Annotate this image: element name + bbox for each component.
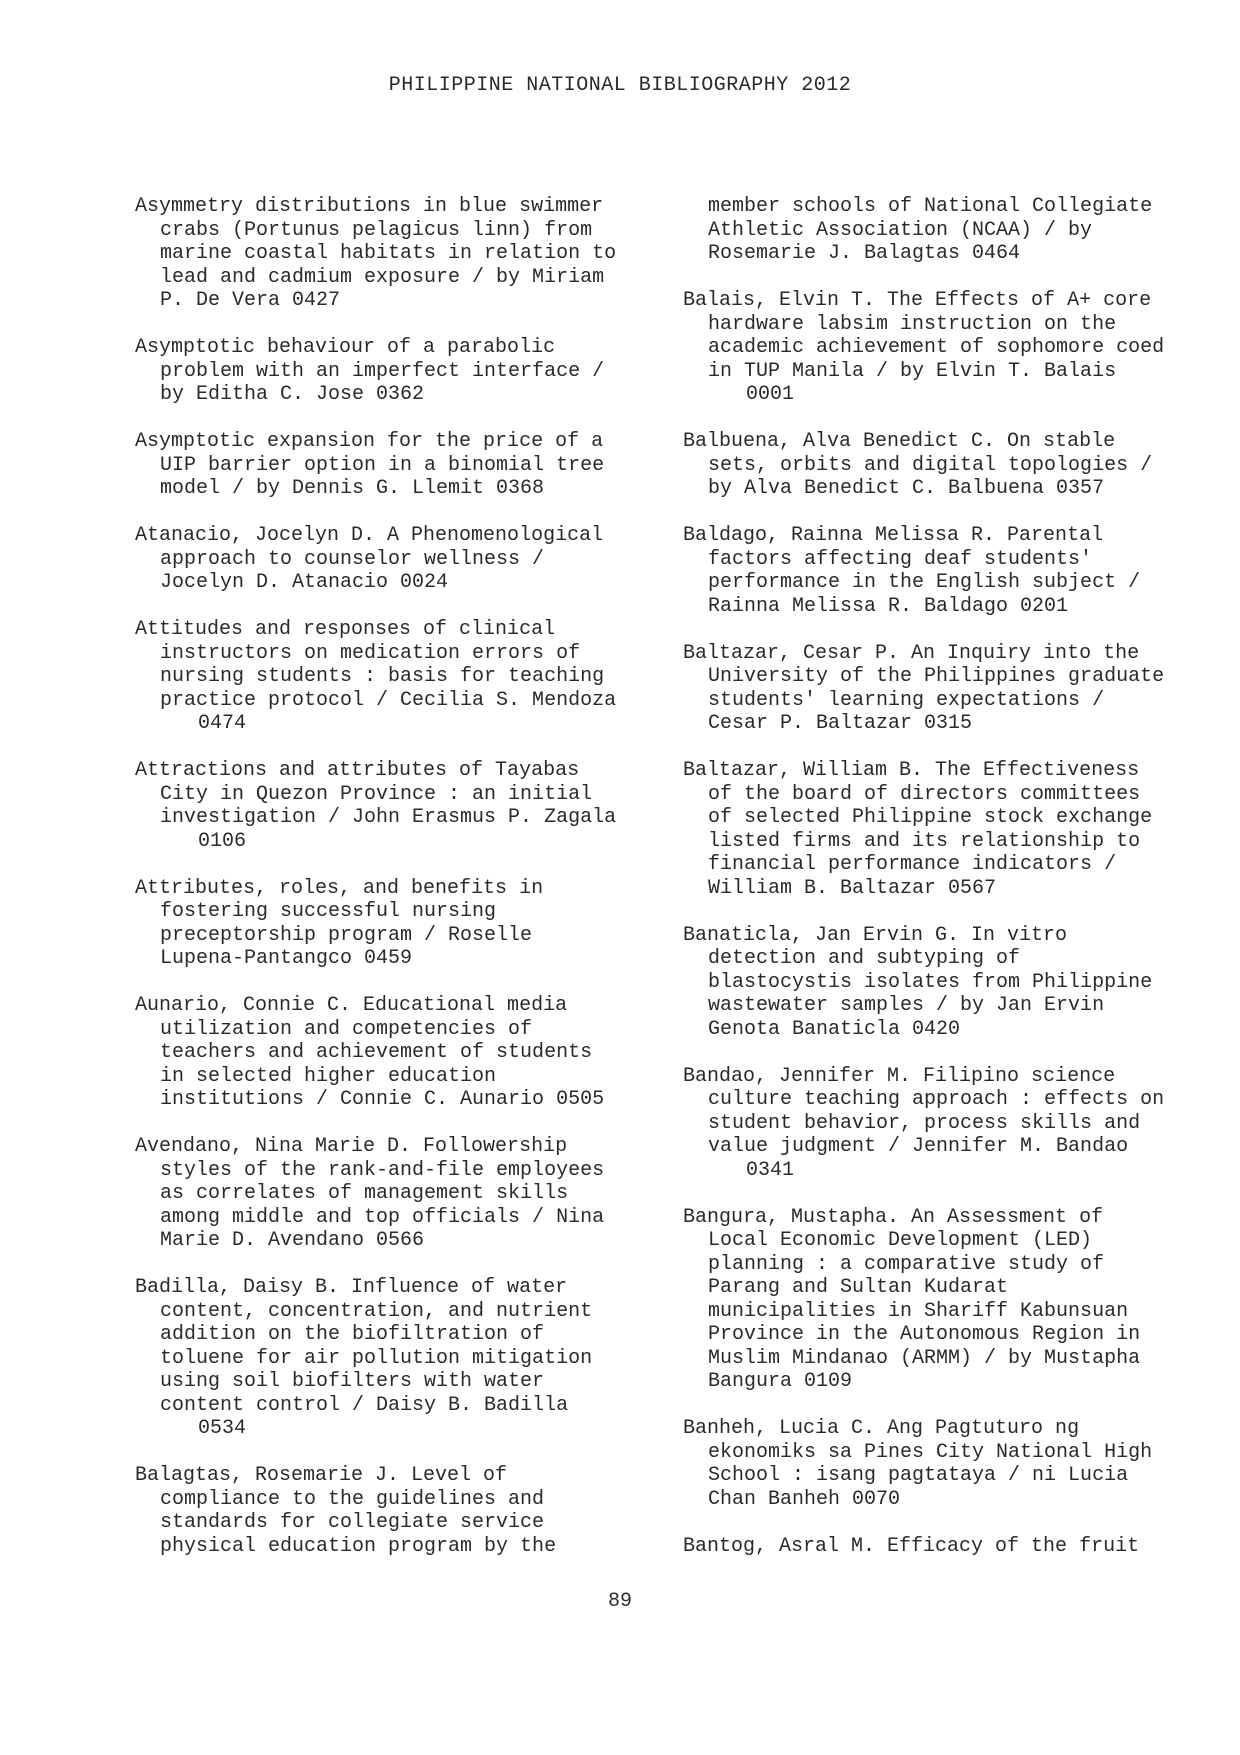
entry-line: Baltazar, William B. The Effectiveness — [683, 759, 1140, 782]
entry-line: by Editha C. Jose 0362 — [160, 383, 425, 406]
page-header: PHILIPPINE NATIONAL BIBLIOGRAPHY 2012 — [388, 74, 852, 97]
entry-line: culture teaching approach : effects on — [708, 1088, 1165, 1111]
entry-line: factors affecting deaf students' — [708, 547, 1093, 571]
entry-line: Chan Banheh 0070 — [708, 1487, 901, 1511]
entry-line: performance in the English subject / — [708, 571, 1141, 594]
entry-line: 0474 — [198, 712, 247, 735]
entry-line: Banaticla, Jan Ervin G. In vitro — [683, 923, 1068, 947]
entry-line: student behavior, process skills and — [708, 1111, 1141, 1135]
entry-line: nursing students : basis for teaching — [160, 665, 605, 688]
bib-entry — [683, 1417, 1203, 1511]
entry-line: Balbuena, Alva Benedict C. On stable — [683, 430, 1116, 453]
entry-line: standards for collegiate service — [160, 1511, 545, 1534]
entry-line: University of the Philippines graduate — [708, 665, 1165, 688]
entry-line: blastocystis isolates from Philippine — [708, 970, 1153, 994]
bib-entry — [683, 1535, 1203, 1559]
bib-entry — [135, 1135, 655, 1253]
entry-line: problem with an imperfect interface / — [160, 359, 605, 383]
bib-entry-continued — [683, 195, 1203, 266]
entry-line: Avendano, Nina Marie D. Followership — [135, 1135, 568, 1158]
entry-line: utilization and competencies of — [160, 1017, 533, 1041]
bib-entry — [683, 524, 1203, 618]
entry-line: wastewater samples / by Jan Ervin — [708, 994, 1105, 1017]
entry-line: Attributes, roles, and benefits in — [135, 876, 544, 900]
entry-line: by Alva Benedict C. Balbuena 0357 — [708, 477, 1105, 500]
bib-entry — [135, 430, 655, 501]
entry-line: approach to counselor wellness / — [160, 547, 545, 571]
entry-line: financial performance indicators / — [708, 853, 1117, 876]
left-column — [135, 195, 655, 1582]
entry-line: Province in the Autonomous Region in — [708, 1323, 1141, 1346]
entry-line: in TUP Manila / by Elvin T. Balais — [708, 359, 1117, 383]
entry-line: as correlates of management skills — [160, 1182, 569, 1205]
entry-line: Cesar P. Baltazar 0315 — [708, 712, 973, 735]
bib-entry — [135, 524, 655, 595]
entry-line: Local Economic Development (LED) — [708, 1229, 1093, 1252]
bib-entry — [683, 1206, 1203, 1394]
entry-line: lead and cadmium exposure / by Miriam — [160, 265, 605, 289]
bib-entry — [135, 336, 655, 407]
bib-entry — [135, 759, 655, 853]
entry-line: Asymptotic expansion for the price of a — [135, 430, 604, 453]
entry-line: Rainna Melissa R. Baldago 0201 — [708, 594, 1069, 618]
entry-line: Genota Banaticla 0420 — [708, 1017, 961, 1041]
entry-line: Asymptotic behaviour of a parabolic — [135, 336, 556, 359]
bib-entry — [135, 877, 655, 971]
entry-line: detection and subtyping of — [708, 947, 1021, 970]
entry-line: Attitudes and responses of clinical — [135, 618, 556, 641]
entry-line: Attractions and attributes of Tayabas — [135, 759, 580, 782]
entry-line: School : isang pagtataya / ni Lucia — [708, 1464, 1129, 1487]
entry-line: styles of the rank-and-file employees — [160, 1158, 605, 1182]
entry-line: William B. Baltazar 0567 — [708, 876, 997, 900]
entry-line: compliance to the guidelines and — [160, 1487, 545, 1511]
entry-line: Badilla, Daisy B. Influence of water — [135, 1276, 568, 1299]
entry-line: teachers and achievement of students — [160, 1041, 593, 1064]
entry-line: Baldago, Rainna Melissa R. Parental — [683, 524, 1104, 547]
entry-line: of the board of directors committees — [708, 782, 1141, 806]
entry-line: Marie D. Avendano 0566 — [160, 1229, 425, 1252]
entry-line: Balagtas, Rosemarie J. Level of — [135, 1464, 508, 1487]
entry-line: institutions / Connie C. Aunario 0505 — [160, 1088, 605, 1111]
entry-line: value judgment / Jennifer M. Bandao — [708, 1135, 1129, 1158]
entry-line: Bangura, Mustapha. An Assessment of — [683, 1205, 1104, 1229]
entry-line: students' learning expectations / — [708, 688, 1105, 712]
entry-line: Atanacio, Jocelyn D. A Phenomenological — [135, 524, 604, 547]
entry-line: practice protocol / Cecilia S. Mendoza — [160, 688, 617, 712]
bib-entry — [683, 1065, 1203, 1183]
entry-line: toluene for air pollution mitigation — [160, 1346, 593, 1370]
entry-line: 0341 — [746, 1158, 795, 1182]
entry-line: Parang and Sultan Kudarat — [708, 1276, 1009, 1299]
entry-line: Lupena-Pantangco 0459 — [160, 947, 413, 970]
entry-line: hardware labsim instruction on the — [708, 312, 1117, 336]
entry-line: of selected Philippine stock exchange — [708, 806, 1153, 829]
entry-line: planning : a comparative study of — [708, 1252, 1105, 1276]
entry-line: physical education program by the — [160, 1534, 557, 1558]
entry-line: listed firms and its relationship to — [708, 829, 1141, 853]
entry-line: Aunario, Connie C. Educational media — [135, 994, 568, 1017]
entry-line: academic achievement of sophomore coed — [708, 336, 1165, 359]
entry-line: 0106 — [198, 829, 247, 853]
entry-line: Muslim Mindanao (ARMM) / by Mustapha — [708, 1346, 1141, 1370]
entry-line: among middle and top officials / Nina — [160, 1205, 605, 1229]
entry-line: marine coastal habitats in relation to — [160, 242, 617, 265]
entry-line: content control / Daisy B. Badilla — [160, 1393, 569, 1417]
bib-entry — [135, 1276, 655, 1441]
entry-line: Athletic Association (NCAA) / by — [708, 218, 1093, 242]
entry-line: model / by Dennis G. Llemit 0368 — [160, 477, 545, 500]
entry-line: 0534 — [198, 1417, 247, 1440]
entry-line: using soil biofilters with water — [160, 1370, 545, 1393]
entry-line: UIP barrier option in a binomial tree — [160, 453, 605, 477]
bib-entry — [135, 994, 655, 1112]
entry-line: Balais, Elvin T. The Effects of A+ core — [683, 289, 1152, 312]
bib-entry — [683, 289, 1203, 407]
entry-line: crabs (Portunus pelagicus linn) from — [160, 218, 593, 242]
entry-line: municipalities in Shariff Kabunsuan — [708, 1299, 1129, 1323]
entry-line: Rosemarie J. Balagtas 0464 — [708, 242, 1021, 265]
page-number: 89 — [607, 1590, 632, 1613]
entry-line: addition on the biofiltration of — [160, 1323, 545, 1346]
bib-entry — [683, 642, 1203, 736]
bib-entry — [135, 618, 655, 736]
entry-line: investigation / John Erasmus P. Zagala — [160, 806, 617, 829]
entry-line: member schools of National Collegiate — [708, 195, 1153, 218]
entry-line: instructors on medication errors of — [160, 641, 581, 665]
bib-entry — [135, 1464, 655, 1558]
entry-line: P. De Vera 0427 — [160, 289, 341, 312]
right-column — [683, 195, 1203, 1582]
entry-line: fostering successful nursing — [160, 900, 497, 923]
bib-entry — [683, 924, 1203, 1042]
bib-entry — [683, 759, 1203, 900]
entry-line: content, concentration, and nutrient — [160, 1299, 593, 1323]
entry-line: sets, orbits and digital topologies / — [708, 453, 1153, 477]
entry-line: Asymmetry distributions in blue swimmer — [135, 195, 604, 218]
entry-line: City in Quezon Province : an initial — [160, 782, 593, 806]
entry-line: in selected higher education — [160, 1064, 497, 1088]
entry-line: Bandao, Jennifer M. Filipino science — [683, 1064, 1116, 1088]
entry-line: Bangura 0109 — [708, 1370, 853, 1393]
entry-line: Jocelyn D. Atanacio 0024 — [160, 571, 449, 594]
entry-line: preceptorship program / Roselle — [160, 923, 533, 947]
bib-entry — [135, 195, 655, 313]
entry-line: Baltazar, Cesar P. An Inquiry into the — [683, 641, 1140, 665]
entry-line: Banheh, Lucia C. Ang Pagtuturo ng — [683, 1417, 1080, 1440]
entry-line: Bantog, Asral M. Efficacy of the fruit — [683, 1534, 1140, 1558]
entry-line: 0001 — [746, 383, 795, 406]
entry-line: ekonomiks sa Pines City National High — [708, 1440, 1153, 1464]
bib-entry — [683, 430, 1203, 501]
